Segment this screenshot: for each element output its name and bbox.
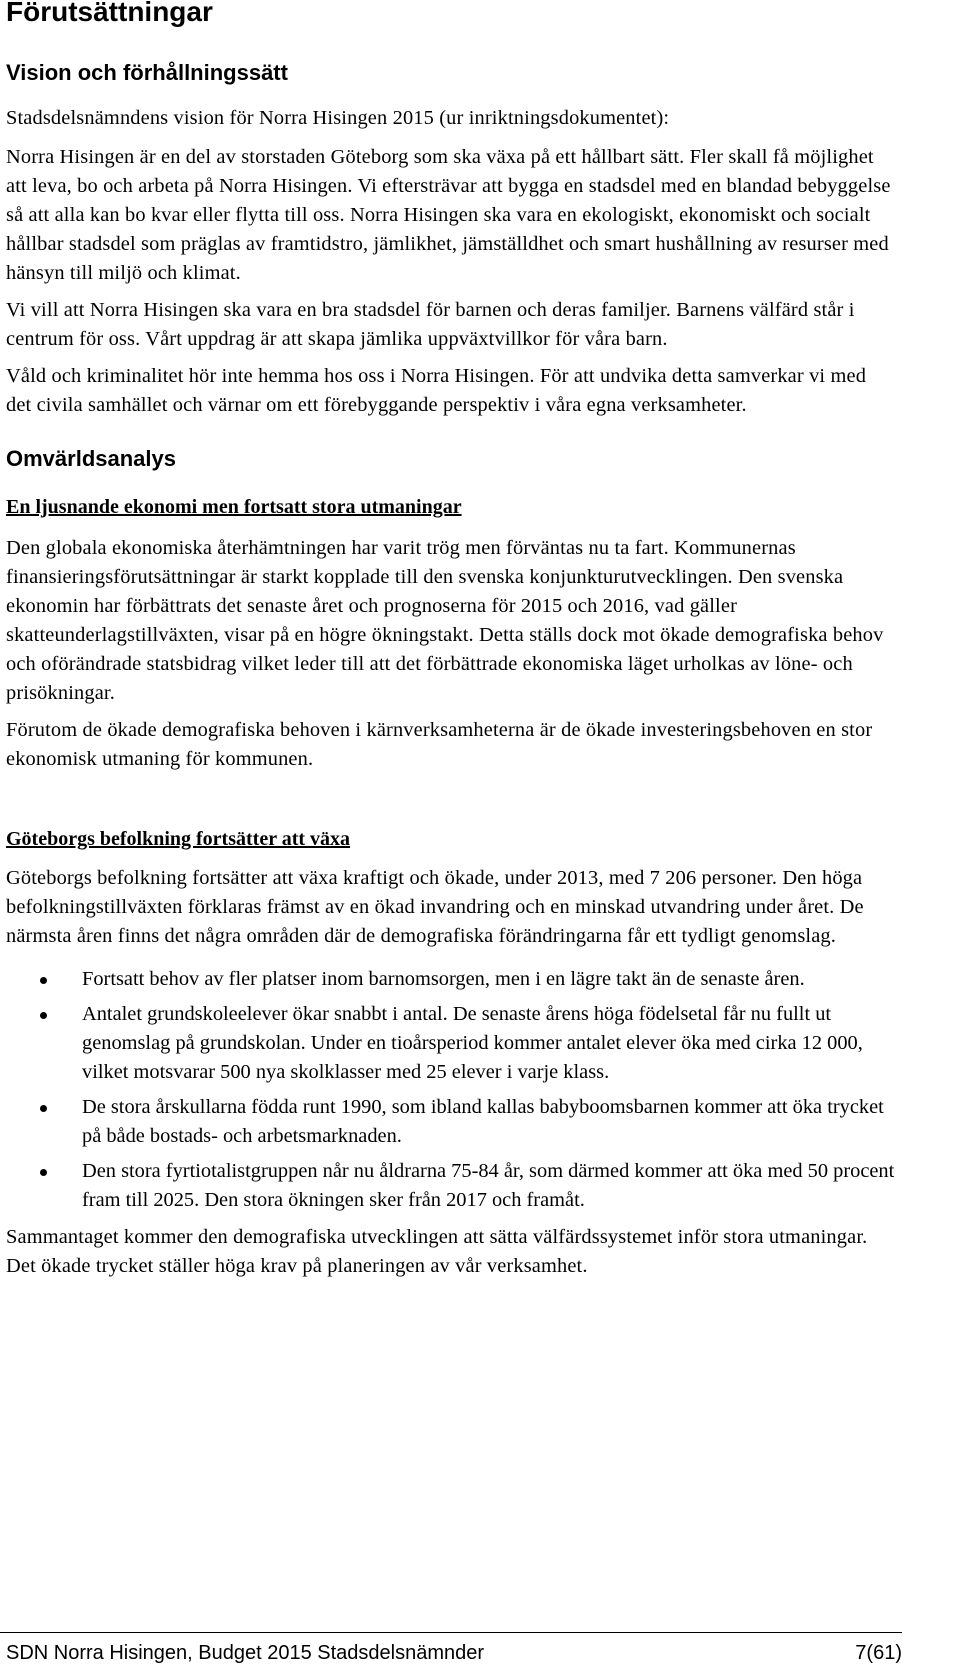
economy-paragraph-2: Förutom de ökade demografiska behoven i kärnverksamheterna är de ökade investeringsbehoven en stor ekonomisk utmaning för kommunen. xyxy=(6,719,873,770)
bullet-icon xyxy=(40,977,47,984)
page-title: Förutsättningar xyxy=(6,0,213,27)
list-item: De stora årskullarna födda runt 1990, som ibland kallas babyboomsbarnen kommer att öka trycket på både bostads- och arbetsmarknaden. xyxy=(6,1093,896,1151)
list-item: Antalet grundskoleelever ökar snabbt i antal. De senaste årens höga födelsetal får nu fullt ut genomslag på grundskolan. Under en tioårsperiod kommer antalet elever öka med cirka 12 000, vilket motsvarar 500 nya skolklasser med 25 elever i varje klass. xyxy=(6,1000,896,1087)
population-bullet-list xyxy=(6,965,896,1215)
section-heading-omvarld: Omvärldsanalys xyxy=(6,446,176,471)
subheading-economy: En ljusnande ekonomi men fortsatt stora utmaningar xyxy=(6,496,462,518)
footer-page-number: 7(61) xyxy=(855,1642,902,1664)
summary-paragraph: Sammantaget kommer den demografiska utvecklingen att sätta välfärdssystemet inför stora utmaningar. Det ökade trycket ställer höga krav på planeringen av vår verksamhet. xyxy=(6,1226,868,1277)
section-heading-vision: Vision och förhållningssätt xyxy=(6,60,288,85)
economy-paragraph-1: Den globala ekonomiska återhämtningen har varit trög men förväntas nu ta fart. Kommunernas finansieringsförutsättningar är starkt kopplade till den svenska konjunkturutvecklingen. Den svenska ekonomin har förbättrats det senaste året och prognoserna för 2015 och 2016, vad gäller skatteunderlagstillväxten, visar på en högre ökningstakt. Detta ställs dock mot ökade demografiska behov och oförändrade statsbidrag vilket leder till att det förbättrade ekonomiska läget urholkas av löne- och prisökningar. xyxy=(6,537,884,704)
subheading-population: Göteborgs befolkning fortsätter att växa xyxy=(6,828,351,850)
population-paragraph: Göteborgs befolkning fortsätter att växa kraftigt och ökade, under 2013, med 7 206 personer. Den höga befolkningstillväxten förklaras främst av en ökad invandring och en minskad utvandring under året. De närmsta åren finns det några områden där de demografiska förändringarna får ett tydligt genomslag. xyxy=(6,867,864,947)
bullet-icon xyxy=(40,1012,47,1019)
document-page xyxy=(6,0,896,1281)
vision-intro: Stadsdelsnämndens vision för Norra Hisingen 2015 (ur inriktningsdokumentet): xyxy=(6,107,670,129)
bullet-icon xyxy=(40,1105,47,1112)
list-item: Den stora fyrtiotalistgruppen når nu åldrarna 75-84 år, som därmed kommer att öka med 50 procent fram till 2025. Den stora ökningen sker från 2017 och framåt. xyxy=(6,1157,896,1215)
footer-document-title: SDN Norra Hisingen, Budget 2015 Stadsdelsnämnder xyxy=(6,1642,485,1664)
list-item: Fortsatt behov av fler platser inom barnomsorgen, men i en lägre takt än de senaste åren. xyxy=(6,965,896,994)
vision-paragraph-3: Våld och kriminalitet hör inte hemma hos oss i Norra Hisingen. För att undvika detta samverkar vi med det civila samhället och värnar om ett förebyggande perspektiv i våra egna verksamheter. xyxy=(6,365,867,416)
vision-paragraph-2: Vi vill att Norra Hisingen ska vara en bra stadsdel för barnen och deras familjer. Barnens välfärd står i centrum för oss. Vårt uppdrag är att skapa jämlika uppväxtvillkor för våra barn. xyxy=(6,299,855,350)
page-footer xyxy=(0,1632,902,1664)
vision-paragraph-1: Norra Hisingen är en del av storstaden Göteborg som ska växa på ett hållbart sätt. Fler skall få möjlighet att leva, bo och arbeta på Norra Hisingen. Vi eftersträvar att bygga en stadsdel med en blandad bebyggelse så att alla kan bo kvar eller flytta till oss. Norra Hisingen ska vara en ekologiskt, ekonomiskt och socialt hållbar stadsdel som präglas av framtidstro, jämlikhet, jämställdhet och smart hushållning av resurser med hänsyn till miljö och klimat. xyxy=(6,146,891,284)
bullet-icon xyxy=(40,1169,47,1176)
